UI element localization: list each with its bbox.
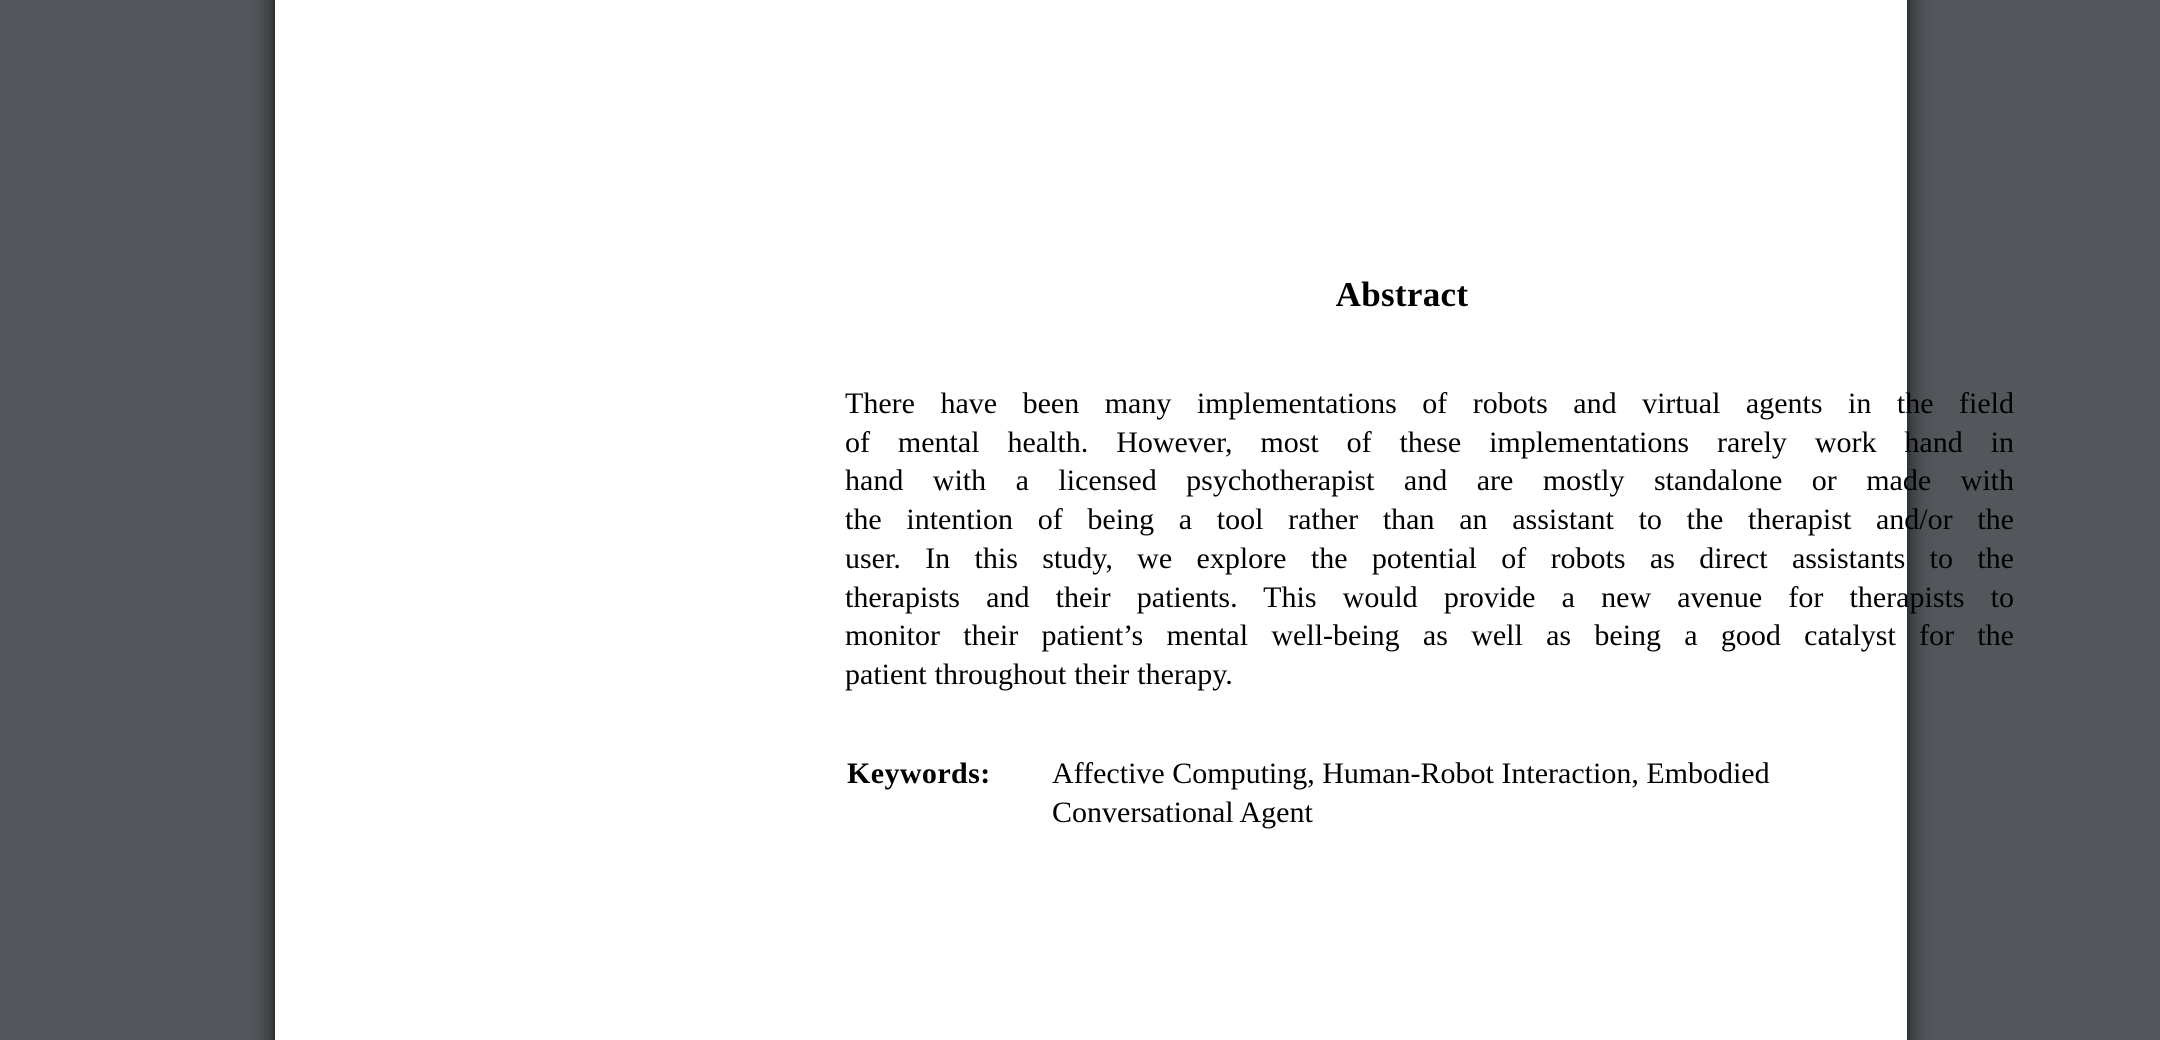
abstract-line: user. In this study, we explore the potential of robots as direct assistants to the [845, 541, 2014, 575]
abstract-line: of mental health. However, most of these implementations rarely work hand in [845, 425, 2014, 459]
keywords-line: Conversational Agent [1052, 795, 1313, 829]
abstract-line: therapists and their patients. This would provide a new avenue for therapists to [845, 580, 2014, 614]
abstract-line: monitor their patient’s mental well-being as well as being a good catalyst for the [845, 619, 2014, 653]
keywords-label: Keywords: [847, 757, 991, 790]
abstract-paragraph [845, 385, 2014, 695]
abstract-line: the intention of being a tool rather than an assistant to the therapist and/or the [845, 503, 2014, 537]
abstract-heading: Abstract [1335, 275, 1469, 314]
keywords-text [1052, 755, 1992, 832]
abstract-line: hand with a licensed psychotherapist and are mostly standalone or made with [845, 464, 2014, 498]
document-page[interactable] [275, 0, 2014, 1040]
keywords-line: Affective Computing, Human-Robot Interaction, Embodied [1052, 757, 1770, 790]
abstract-line: patient throughout their therapy. [845, 657, 1233, 691]
abstract-line: There have been many implementations of robots and virtual agents in the field [845, 387, 2014, 420]
